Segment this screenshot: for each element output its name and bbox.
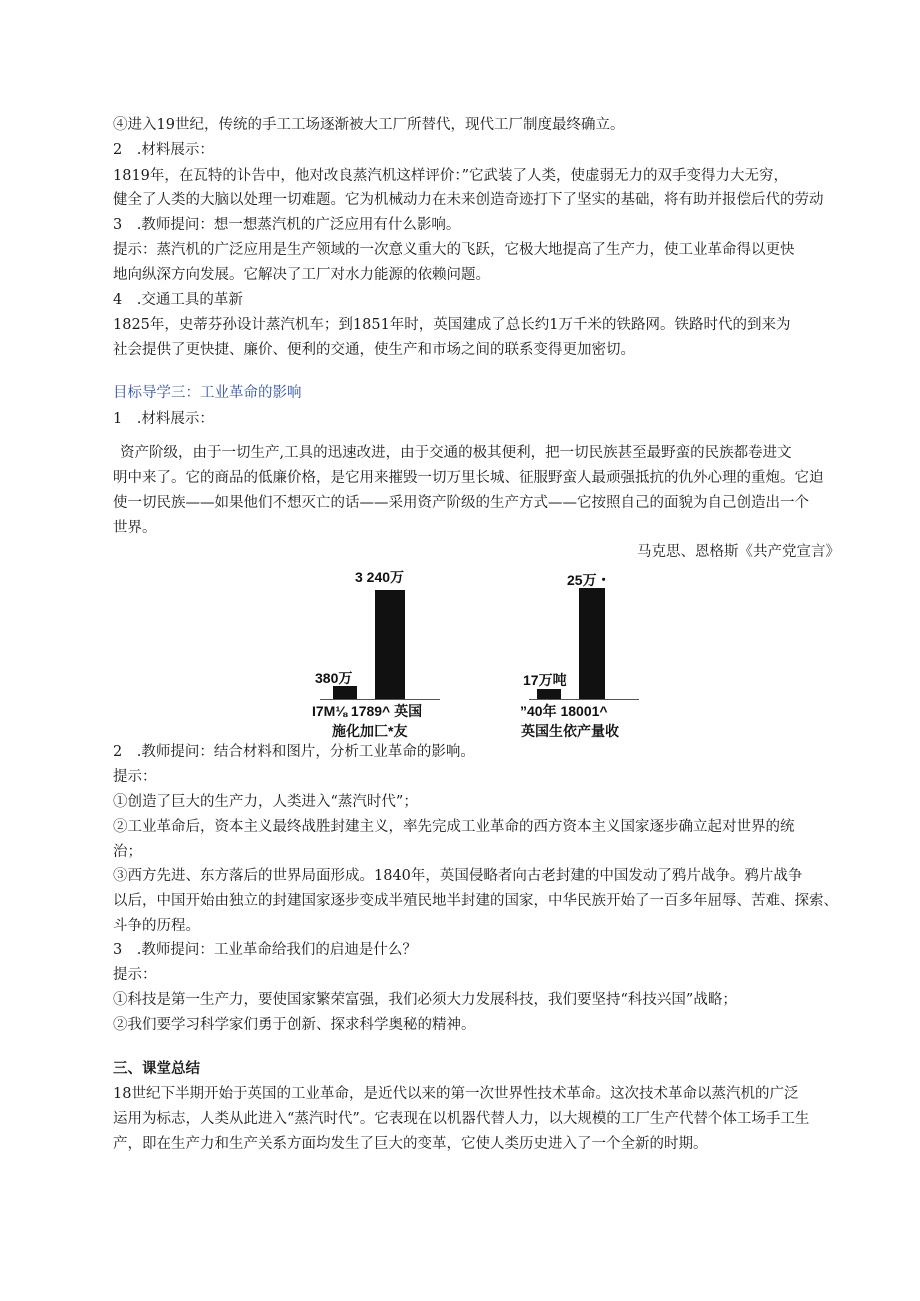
- quote-line: 资产阶级，由于一切生产,工具的迅速改进，由于交通的极其便利，把一切民族甚至最野蛮的民族都卷进文: [120, 445, 792, 461]
- bar: [537, 689, 561, 699]
- chart-right: [515, 560, 675, 745]
- paragraph-line: ④进入19世纪，传统的手工工场逐渐被大工厂所替代，现代工厂制度最终确立。: [113, 117, 625, 133]
- paragraph-line: 提示：蒸汽机的广泛应用是生产领域的一次意义重大的飞跃，它极大地提高了生产力，使工业革命得以更快: [113, 242, 795, 258]
- bar: [333, 686, 357, 699]
- x-axis-label: I7M⅛ 1789^ 英国: [312, 703, 423, 719]
- section-heading: 目标导学三：工业革命的影响: [113, 385, 302, 401]
- bar: [579, 588, 605, 699]
- paragraph-line: 提示：: [113, 769, 157, 785]
- bar-label: 380万: [315, 670, 353, 686]
- paragraph-line: ①创造了巨大的生产力，人类进入“蒸汽时代”；: [113, 794, 418, 810]
- quote-line: 使一切民族——如果他们不想灭亡的话——采用资产阶级的生产方式——它按照自己的面貌为自己创造出一个: [113, 495, 809, 511]
- chart-left: [300, 560, 460, 745]
- item-label: 4 .交通工具的革新: [113, 292, 243, 308]
- bar-label: 25万・: [567, 572, 611, 588]
- paragraph-line: 提示：: [113, 967, 157, 983]
- paragraph-line: 地向纵深方向发展。它解决了工厂对水力能源的依赖问题。: [113, 267, 490, 283]
- bar-label: 17万吨: [523, 672, 567, 688]
- quote-line: 世界。: [113, 520, 157, 536]
- paragraph-line: 1819年，在瓦特的讣告中，他对改良蒸汽机这样评价：”它武装了人类，使虚弱无力的双手变得力大无穷，: [113, 168, 789, 184]
- summary-line: 18世纪下半期开始于英国的工业革命，是近代以来的第一次世界性技术革命。这次技术革命以蒸汽机的广泛: [113, 1086, 799, 1102]
- bar: [375, 590, 405, 699]
- paragraph-line: ①科技是第一生产力，要使国家繁荣富强，我们必须大力发展科技，我们要坚持“科技兴国”战略；: [113, 992, 737, 1008]
- summary-line: 运用为标志，人类从此进入“蒸汽时代”。它表现在以机器代替人力，以大规模的工厂生产代替个体工场手工生: [113, 1111, 810, 1127]
- x-axis-label: 英国生依产量收: [521, 723, 619, 739]
- paragraph-line: 健全了人类的大脑以处理一切难题。它为机械动力在未来创造奇迹打下了坚实的基础，将有助并报偿后代的劳动: [113, 192, 824, 208]
- baseline: [320, 699, 440, 700]
- paragraph-line: 以后，中国开始由独立的封建国家逐步变成半殖民地半封建的国家，中华民族开始了一百多年屈辱、苦难、探索、: [113, 893, 838, 909]
- x-axis-label: 施化加匚*友: [332, 723, 408, 739]
- paragraph-line: ③西方先进、东方落后的世界局面形成。1840年，英国侵略者向古老封建的中国发动了鸦片战争。鸦片战争: [113, 868, 803, 884]
- quote-line: 明中来了。它的商品的低廉价格，是它用来摧毁一切万里长城、征服野蛮人最顽强抵抗的仇外心理的重炮。它迫: [113, 470, 824, 486]
- item-label: 2 .材料展示：: [113, 142, 214, 158]
- summary-line: 产，即在生产力和生产关系方面均发生了巨大的变革，它使人类历史进入了一个全新的时期。: [113, 1136, 708, 1152]
- item-label: 1 .材料展示：: [113, 411, 214, 427]
- item-label: 2 .教师提问：结合材料和图片，分析工业革命的影响。: [113, 744, 475, 760]
- bar-label: 3 240万: [355, 569, 405, 585]
- paragraph-line: ②我们要学习科学家们勇于创新、探求科学奥秘的精神。: [113, 1017, 476, 1033]
- paragraph-line: 1825年，史蒂芬孙设计蒸汽机车；到1851年时，英国建成了总长约1万千米的铁路网。铁路时代的到来为: [113, 317, 791, 333]
- paragraph-line: 社会提供了更快捷、廉价、便利的交通，使生产和市场之间的联系变得更加密切。: [113, 342, 635, 358]
- item-label: 3 .教师提问：想一想蒸汽机的广泛应用有什么影响。: [113, 217, 461, 233]
- paragraph-line: 斗争的历程。: [113, 918, 200, 934]
- paragraph-line: 治；: [113, 844, 142, 860]
- x-axis-label: ”40年 18001^: [520, 703, 608, 719]
- paragraph-line: ②工业革命后，资本主义最终战胜封建主义，率先完成工业革命的西方资本主义国家逐步确立起对世界的统: [113, 819, 795, 835]
- quote-source: 马克思、恩格斯《共产党宣言》: [637, 544, 840, 560]
- baseline: [529, 699, 639, 700]
- summary-heading: 三、课堂总结: [113, 1060, 200, 1077]
- item-label: 3 .教师提问：工业革命给我们的启迪是什么？: [113, 942, 417, 958]
